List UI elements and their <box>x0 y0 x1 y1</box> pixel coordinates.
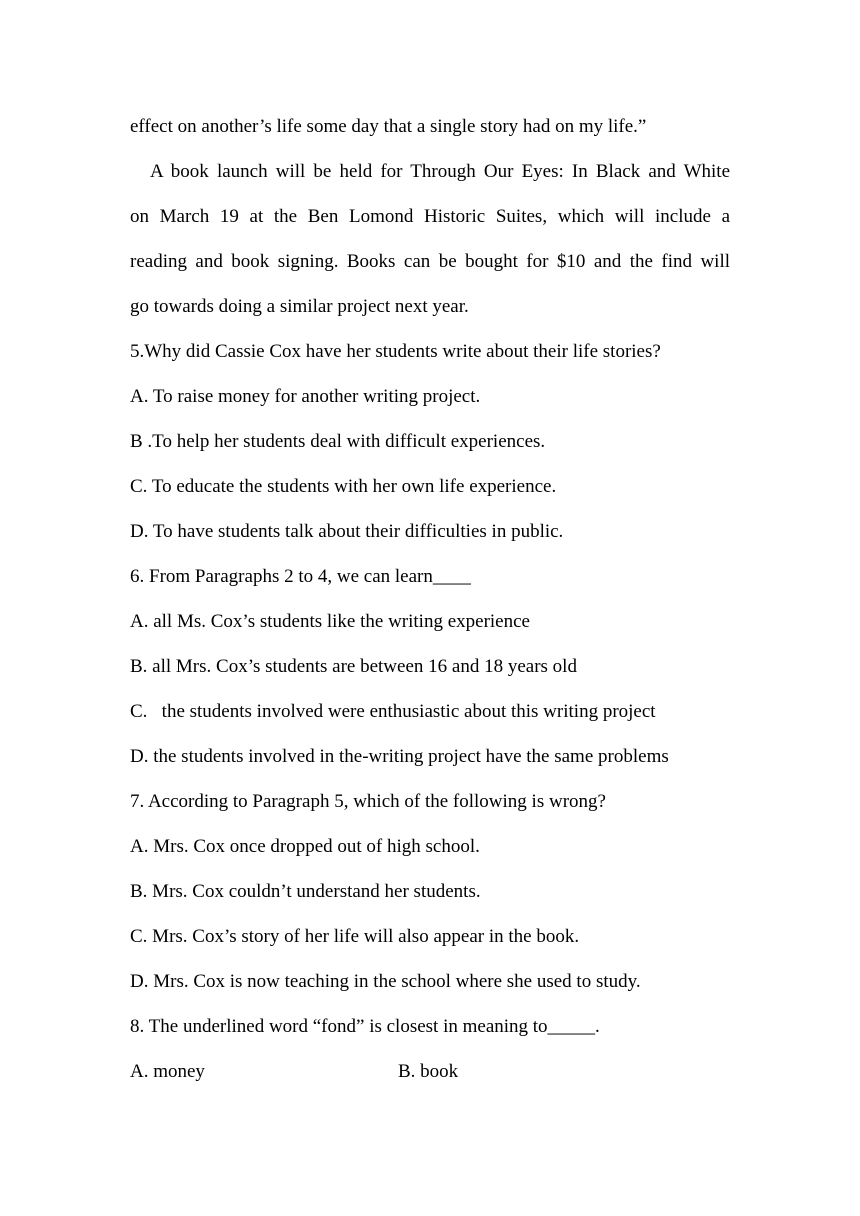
question-stem: 7. According to Paragraph 5, which of the following is wrong? <box>130 791 606 812</box>
question-5 <box>130 329 730 554</box>
question-6 <box>130 554 730 779</box>
question-stem: 5.Why did Cassie Cox have her students write about their life stories? <box>130 341 661 362</box>
answer-option: B. Mrs. Cox couldn’t understand her students. <box>130 881 481 902</box>
passage-line: on March 19 at the Ben Lomond Historic Suites, which will include a <box>130 206 730 227</box>
answer-option: D. To have students talk about their difficulties in public. <box>130 521 564 542</box>
passage-line: go towards doing a similar project next year. <box>130 296 469 317</box>
question-7 <box>130 779 730 1004</box>
passage-line: A book launch will be held for Through Our Eyes: In Black and White <box>150 161 730 182</box>
answer-option: A. money <box>130 1061 205 1082</box>
document-page <box>130 104 730 1094</box>
answer-option: C. the students involved were enthusiastic about this writing project <box>130 701 656 722</box>
answer-option: C. Mrs. Cox’s story of her life will also appear in the book. <box>130 926 580 947</box>
answer-option: D. the students involved in the-writing project have the same problems <box>130 746 669 767</box>
passage-line: effect on another’s life some day that a single story had on my life.” <box>130 116 647 137</box>
answer-option: A. Mrs. Cox once dropped out of high school. <box>130 836 480 857</box>
answer-option: C. To educate the students with her own life experience. <box>130 476 557 497</box>
answer-option: B. book <box>398 1061 459 1082</box>
answer-option: B. all Mrs. Cox’s students are between 16 and 18 years old <box>130 656 577 677</box>
answer-option: A. all Ms. Cox’s students like the writing experience <box>130 611 530 632</box>
question-stem: 8. The underlined word “fond” is closest in meaning to_____. <box>130 1016 600 1037</box>
passage-paragraph <box>130 149 730 329</box>
answer-option: B .To help her students deal with difficult experiences. <box>130 431 546 452</box>
answer-options-row <box>130 1049 730 1094</box>
question-stem: 6. From Paragraphs 2 to 4, we can learn____ <box>130 566 471 587</box>
answer-option: D. Mrs. Cox is now teaching in the school where she used to study. <box>130 971 641 992</box>
passage-line: reading and book signing. Books can be bought for $10 and the find will <box>130 251 730 272</box>
question-8 <box>130 1004 730 1094</box>
answer-option: A. To raise money for another writing project. <box>130 386 481 407</box>
